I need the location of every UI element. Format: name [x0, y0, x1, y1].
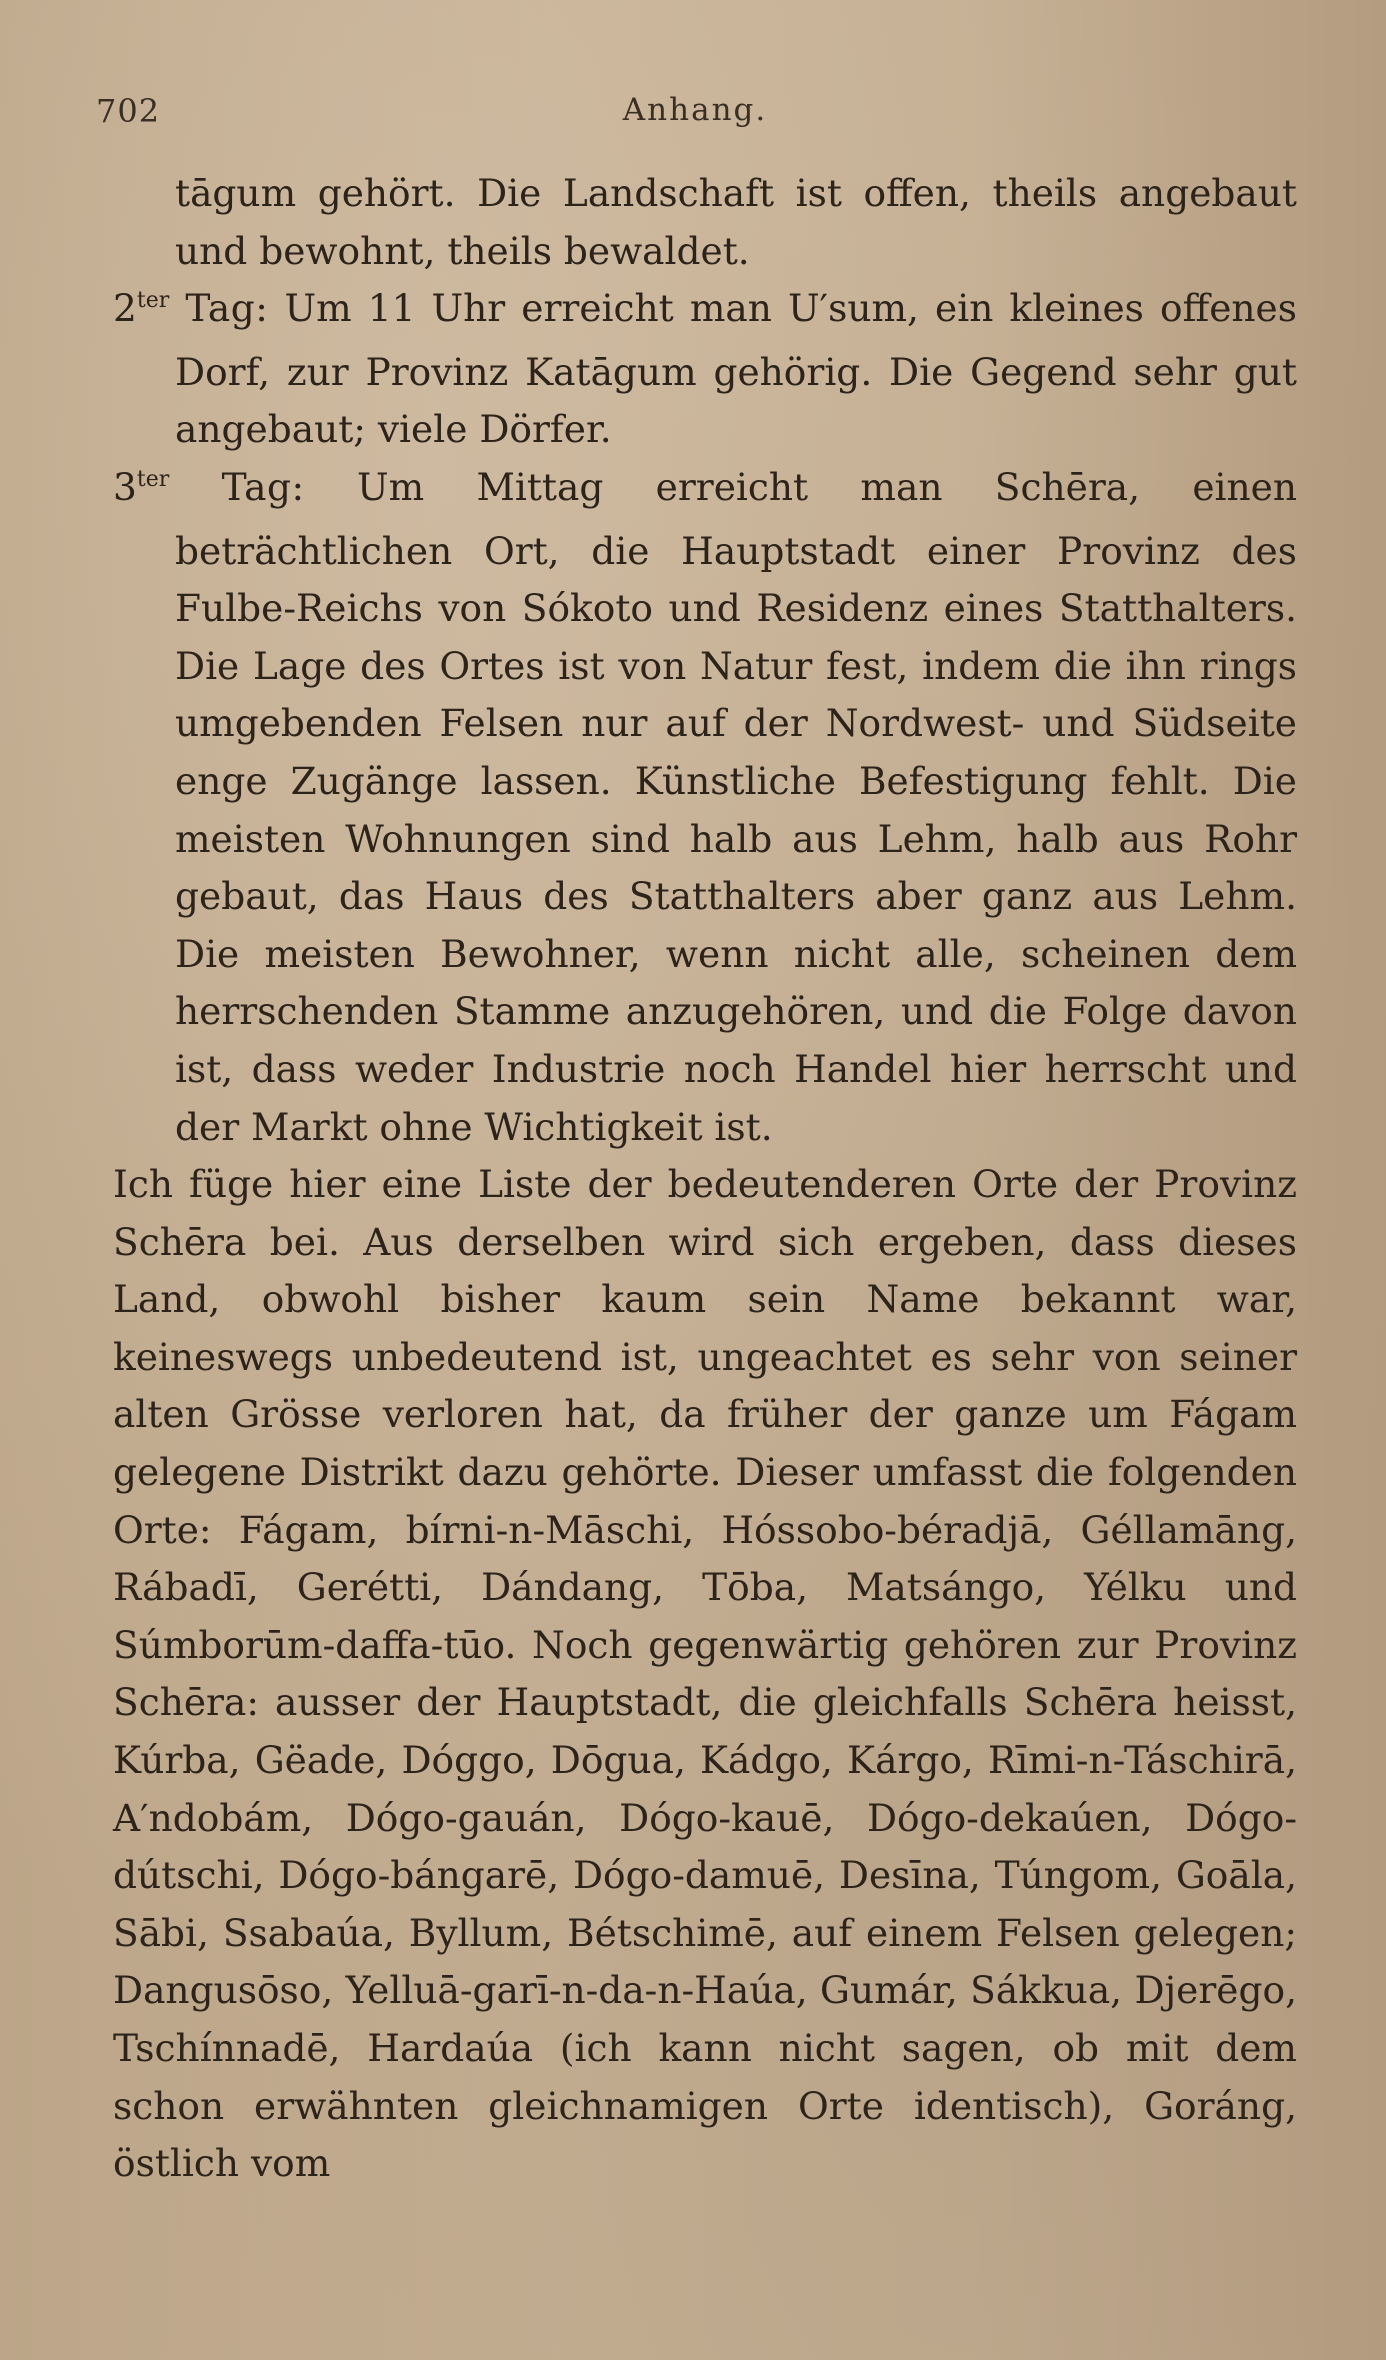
itinerary-continuation: tāgum gehört. Die Landschaft ist offen, theils angebaut und bewohnt, theils bewaldet. [175, 171, 1297, 273]
page-number: 702 [96, 92, 161, 130]
day-3-label: Tag: [221, 464, 305, 509]
day-3-number: 3 [113, 464, 137, 509]
day-2-label: Tag: [185, 286, 269, 331]
itinerary-day-3 [113, 459, 1297, 1156]
body-text [113, 165, 1297, 2193]
itinerary-day-2 [113, 280, 1297, 459]
day-2-text: Um 11 Uhr erreicht man U′sum, ein kleines offenes Dorf, zur Provinz Katāgum gehörig. Die Gegend sehr gut angebaut; viele Dörfer. [175, 286, 1297, 452]
day-2-number: 2 [113, 286, 137, 331]
day-3-ordinal: ter [136, 466, 170, 492]
day-2-ordinal: ter [136, 288, 170, 314]
day-3-text: Um Mittag erreicht man Schēra, einen beträchtlichen Ort, die Hauptstadt einer Provinz des Fulbe-Reichs von Sókoto und Residenz eines Statthalters. Die Lage des Ortes ist von Natur fest, indem die ihn rings umgebenden Felsen nur auf der Nordwest- und Südseite enge Zugänge lassen. Künstliche Befestigung fehlt. Die meisten Wohnungen sind halb aus Lehm, halb aus Rohr gebaut, das Haus des Statthalters aber ganz aus Lehm. Die meisten Bewohner, wenn nicht alle, scheinen dem herrschenden Stamme anzugehören, und die Folge davon ist, dass weder Industrie noch Handel hier herrscht und der Markt ohne Wichtigkeit ist. [175, 464, 1298, 1149]
body-paragraph: Ich füge hier eine Liste der bedeutenderen Orte der Provinz Schēra bei. Aus derselben wird sich ergeben, dass dieses Land, obwohl bisher kaum sein Name bekannt war, keineswegs unbedeutend ist, ungeachtet es sehr von seiner alten Grösse verloren hat, da früher der ganze um Fágam gelegene Distrikt dazu gehörte. Dieser umfasst die folgenden Orte: Fágam, bírni-n-Māschi, Hóssobo-béradjā, Géllamāng, Rábadī, Gerétti, Dándang, Tōba, Matsángo, Yélku und Súmborūm-daffa-tūo. Noch gegenwärtig gehören zur Provinz Schēra: ausser der Hauptstadt, die gleichfalls Schēra heisst, Kúrba, Gëade, Dóggo, Dōgua, Kádgo, Kárgo, Rīmi-n-Táschirā, A′ndobám, Dógo-gauán, Dógo-kauē, Dógo-dekaúen, Dógo-dútschi, Dógo-bángarē, Dógo-damuē, Desīna, Túngom, Goāla, Sābi, Ssabaúa, Byllum, Bétschimē, auf einem Felsen gelegen; Dangusōso, Yelluā-garī-n-da-n-Haúa, Gumár, Sákkua, Djerēgo, Tschínnadē, Hardaúa (ich kann nicht sagen, ob mit dem schon erwähnten gleichnamigen Orte identisch), Goráng, östlich vom [113, 1162, 1297, 2186]
running-title: Anhang. [622, 92, 768, 128]
running-head [96, 92, 1294, 142]
